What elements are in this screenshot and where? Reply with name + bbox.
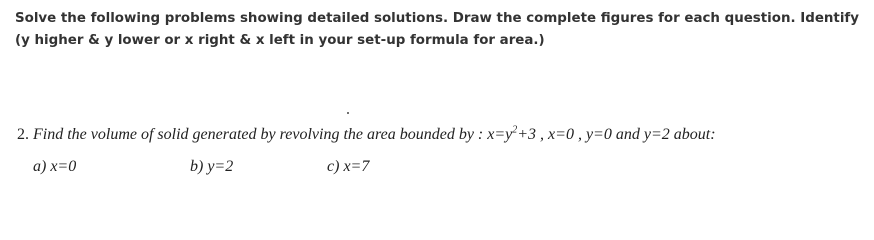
part-b-expr: y=2	[207, 158, 234, 175]
instructions-text: Solve the following problems showing detailed solutions. Draw the complete figures for each question. Identify (y higher & y lower or x right & x left in your set-up formula for area.)	[15, 11, 859, 48]
part-b	[190, 158, 233, 176]
problem-statement	[17, 126, 716, 144]
part-a-letter: a)	[33, 158, 47, 175]
part-a	[33, 158, 76, 176]
last-condition: y=2	[643, 126, 670, 143]
equation-exponent: 2	[512, 124, 518, 136]
about-word: about:	[673, 126, 716, 143]
and-word: and	[615, 126, 640, 143]
part-a-expr: x=0	[50, 158, 77, 175]
equation-rhs: +3 , x=0 , y=0	[517, 126, 612, 143]
part-c	[327, 158, 369, 176]
part-c-expr: x=7	[343, 158, 370, 175]
part-b-letter: b)	[190, 158, 204, 175]
problem-prompt: Find the volume of solid generated by revolving the area bounded by :	[33, 126, 484, 143]
stray-dot	[347, 112, 349, 114]
parts-row	[0, 158, 874, 180]
equation-lhs: x=y	[487, 126, 513, 143]
problem-number: 2.	[17, 126, 29, 143]
part-c-letter: c)	[327, 158, 340, 175]
